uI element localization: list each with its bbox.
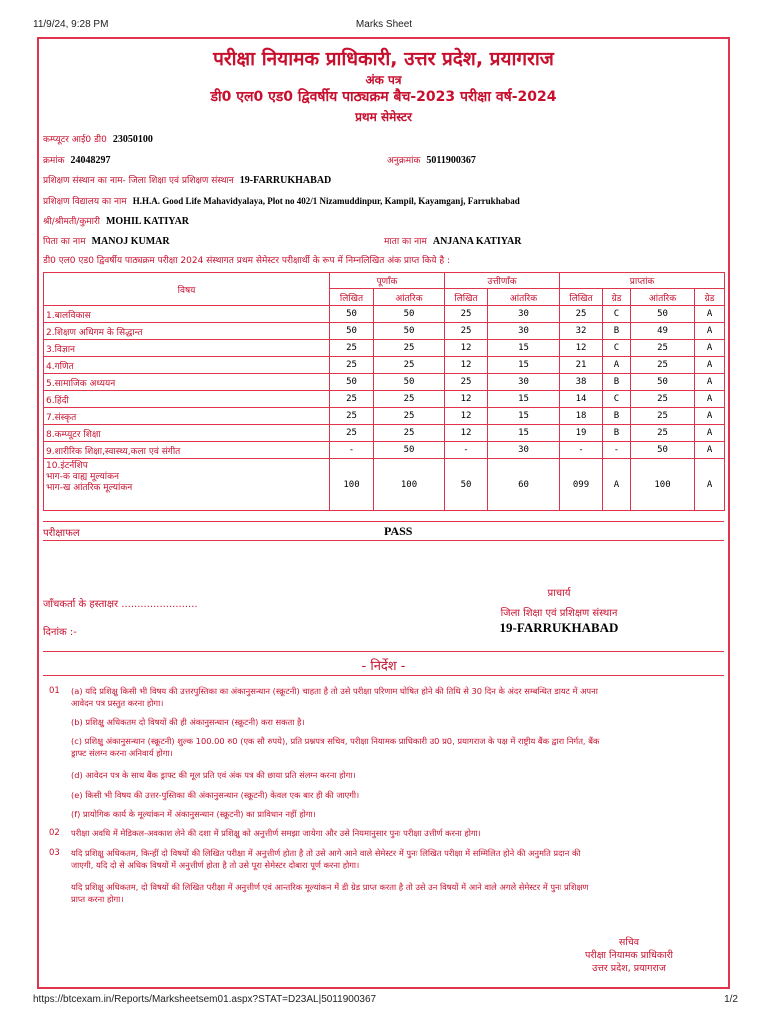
instruction-03	[71, 847, 721, 871]
print-title: Marks Sheet	[355, 19, 413, 30]
full-internal: 50	[374, 323, 445, 340]
col-obt-internal-grade: ग्रेड	[695, 289, 725, 306]
pass-internal: 30	[488, 323, 560, 340]
instruction-d: (d) आवेदन पत्र के साथ बैंक ड्राफ्ट की मूल प्रति एवं अंक पत्र की छाया प्रति संलग्न करना होगा।	[71, 770, 356, 780]
subject-name: 6.हिंदी	[44, 391, 330, 408]
obt-internal: 25	[631, 340, 695, 357]
instructions-title: - निर्देश -	[361, 659, 406, 674]
full-internal: 25	[374, 425, 445, 442]
secretary-line1: परीक्षा नियामक प्राधिकारी	[584, 950, 673, 961]
obt-internal-grade: A	[695, 442, 725, 459]
internship-obt-written: 099	[560, 459, 603, 511]
computer-id-row	[43, 132, 153, 145]
table-row	[44, 442, 725, 459]
result-value: PASS	[384, 524, 413, 538]
table-row	[44, 306, 725, 323]
table-row	[44, 357, 725, 374]
statement-text: डी0 एल0 एड0 द्विवर्षीय पाठ्यक्रम परीक्षा 2024 संस्थागत प्रथम सेमेस्टर परीक्षार्थी के रूप में निम्नलिखित अंक प्राप्त किये है :	[43, 256, 451, 266]
instruction-03-line3: यदि प्रशिक्षु अधिकतम, दो विषयों की लिखित परीक्षा में अनुत्तीर्ण एवं आन्तरिक मूल्यांकन में डी ग्रेड प्राप्त करता है तो उसे उन विषयों में आने वाले अगले सेमेस्टर में पुनः प्रशिक्षण	[71, 882, 589, 892]
obt-internal: 25	[631, 391, 695, 408]
internship-obt-internal-grade: A	[695, 459, 725, 511]
obt-internal-grade: A	[695, 391, 725, 408]
document-title: अंक पत्र	[365, 73, 402, 87]
pass-written: 25	[445, 374, 488, 391]
obt-internal-grade: A	[695, 323, 725, 340]
instruction-a-line2: आवेदन पत्र प्रस्तुत करना होगा।	[71, 698, 164, 708]
internship-line1: 10.इंटर्नशिप	[46, 461, 88, 471]
instruction-03-line2: जाएगी, यदि दो से अधिक विषयों में अनुत्तीर्ण होता है तो उसे पूरा सेमेस्टर दोबारा पूर्ण करना होगा।	[71, 860, 360, 870]
pass-internal: 15	[488, 340, 560, 357]
table-header-row	[44, 273, 725, 289]
print-page-number: 1/2	[724, 994, 738, 1005]
instructions-title-line	[43, 675, 724, 676]
principal-institute: जिला शिक्षा एवं प्रशिक्षण संस्थान	[500, 608, 618, 619]
obt-written: 14	[560, 391, 603, 408]
marks-rows	[44, 306, 725, 459]
full-written: 25	[330, 340, 374, 357]
instruction-02: परीक्षा अवधि में मेडिकल-अवकाश लेने की दशा में प्रशिक्षु को अनुत्तीर्ण समझा जायेगा और उसे नियमानुसार पुनः परीक्षा उत्तीर्ण करना होगा।	[71, 828, 481, 838]
internship-obt-written-grade: A	[603, 459, 631, 511]
full-written: 50	[330, 323, 374, 340]
subject-name: 3.विज्ञान	[44, 340, 330, 357]
pass-internal: 30	[488, 442, 560, 459]
instruction-num-03: 03	[49, 848, 60, 858]
full-internal: 50	[374, 374, 445, 391]
marks-table	[43, 272, 725, 511]
col-obt-written: लिखित	[560, 289, 603, 306]
full-written: 25	[330, 357, 374, 374]
institute-row	[43, 173, 331, 186]
serial-value: 24048297	[70, 155, 111, 166]
obt-internal: 25	[631, 408, 695, 425]
roll-row	[387, 153, 476, 166]
statement	[43, 253, 450, 266]
col-subject: विषय	[44, 273, 330, 306]
roll-label: अनुक्रमांक	[387, 156, 421, 166]
obt-internal: 25	[631, 357, 695, 374]
col-pass-internal: आंतरिक	[488, 289, 560, 306]
internship-pass-internal: 60	[488, 459, 560, 511]
school-label: प्रशिक्षण विद्यालय का नाम	[43, 197, 127, 207]
pass-written: 25	[445, 306, 488, 323]
col-group-pass: उत्तीर्णांक	[445, 273, 560, 289]
full-written: 50	[330, 306, 374, 323]
internship-subject	[44, 459, 330, 511]
school-value: H.H.A. Good Life Mahavidyalaya, Plot no 402/1 Nizamuddinpur, Kampil, Kayamganj, Farrukhabad	[132, 196, 520, 206]
computer-id-value: 23050100	[112, 134, 153, 145]
obt-written: 18	[560, 408, 603, 425]
print-datetime: 11/9/24, 9:28 PM	[33, 19, 109, 30]
obt-written: 25	[560, 306, 603, 323]
result-bottom-line	[43, 540, 724, 541]
semester-title: प्रथम सेमेस्टर	[355, 110, 412, 124]
mother-row	[384, 234, 521, 247]
obt-internal-grade: A	[695, 357, 725, 374]
obt-internal-grade: A	[695, 374, 725, 391]
obt-internal: 50	[631, 374, 695, 391]
col-obt-internal: आंतरिक	[631, 289, 695, 306]
mother-label: माता का नाम	[384, 237, 427, 247]
full-internal: 50	[374, 442, 445, 459]
subject-name: 8.कम्प्यूटर शिक्षा	[44, 425, 330, 442]
marksheet-frame	[37, 37, 730, 989]
institute-value: 19-FARRUKHABAD	[239, 175, 332, 186]
instruction-e: (e) किसी भी विषय की उत्तर-पुस्तिका की अंकानुसन्धान (स्क्रूटनी) केवल एक बार ही की जाएगी।	[71, 790, 360, 800]
result-label: परीक्षाफल	[43, 528, 80, 539]
obt-written-grade: B	[603, 323, 631, 340]
subject-name: 1.बालविकास	[44, 306, 330, 323]
table-row	[44, 323, 725, 340]
subject-name: 5.सामाजिक अध्ययन	[44, 374, 330, 391]
obt-written: 21	[560, 357, 603, 374]
instruction-03-extra	[71, 881, 721, 905]
obt-internal: 25	[631, 425, 695, 442]
father-label: पिता का नाम	[43, 237, 86, 247]
instruction-03-line1: यदि प्रशिक्षु अधिकतम, किन्हीं दो विषयों की लिखित परीक्षा में अनुत्तीर्ण होता है तो उसे आगे आने वाले सेमेस्टर में पुनः लिखित परीक्षा में सम्मिलित होने की अनुमति प्रदान की	[71, 848, 581, 858]
full-written: -	[330, 442, 374, 459]
obt-internal: 50	[631, 306, 695, 323]
computer-id-label: कम्प्यूटर आई0 डी0	[43, 135, 107, 145]
obt-internal-grade: A	[695, 425, 725, 442]
obt-internal: 49	[631, 323, 695, 340]
obt-internal-grade: A	[695, 306, 725, 323]
instruction-num-01: 01	[49, 686, 60, 696]
table-row	[44, 391, 725, 408]
print-url[interactable]: https://btcexam.in/Reports/Marksheetsem01.aspx?STAT=D23AL|5011900367	[33, 994, 377, 1005]
pass-internal: 15	[488, 391, 560, 408]
instruction-c-line2: ड्राफ्ट संलग्न करना अनिवार्य होगा।	[71, 748, 173, 758]
pass-written: -	[445, 442, 488, 459]
internship-line3: भाग-ख आंतरिक मूल्यांकन	[46, 483, 133, 493]
instruction-a-line1: (a) यदि प्रशिक्षु किसी भी विषय की उत्तरपुस्तिका का अंकानुसन्धान (स्क्रूटनी) चाहता है तो उसे परीक्षा परिणाम घोषित होने की तिथि से 30 दिन के अंदर सम्बन्धित डायट में अपना	[71, 686, 598, 696]
instruction-b: (b) प्रशिक्षु अधिकतम दो विषयों की ही अंकानुसन्धान (स्क्रूटनी) करा सकता है।	[71, 717, 305, 727]
obt-written-grade: C	[603, 306, 631, 323]
table-row-internship	[44, 459, 725, 511]
col-obt-written-grade: ग्रेड	[603, 289, 631, 306]
instruction-03-line4: प्राप्त करना होगा।	[71, 894, 124, 904]
pass-written: 25	[445, 323, 488, 340]
pass-internal: 15	[488, 408, 560, 425]
table-row	[44, 425, 725, 442]
subject-name: 9.शारीरिक शिक्षा,स्वास्थ्य,कला एवं संगीत	[44, 442, 330, 459]
secretary-signature	[559, 936, 699, 975]
obt-written-grade: B	[603, 408, 631, 425]
col-pass-written: लिखित	[445, 289, 488, 306]
pass-written: 12	[445, 357, 488, 374]
pass-internal: 30	[488, 306, 560, 323]
full-internal: 25	[374, 408, 445, 425]
institute-label: प्रशिक्षण संस्थान का नाम- जिला शिक्षा एवं प्रशिक्षण संस्थान	[43, 176, 234, 186]
pass-internal: 30	[488, 374, 560, 391]
full-written: 25	[330, 425, 374, 442]
obt-internal-grade: A	[695, 408, 725, 425]
secretary-title: सचिव	[618, 937, 640, 948]
obt-written-grade: B	[603, 425, 631, 442]
obt-written: 19	[560, 425, 603, 442]
examiner-signature: जाँचकर्ता के हस्ताक्षर ........................	[43, 599, 198, 610]
pass-written: 12	[445, 340, 488, 357]
school-row	[43, 194, 520, 207]
full-internal: 25	[374, 357, 445, 374]
principal-institute-code: 19-FARRUKHABAD	[499, 620, 619, 635]
serial-label: क्रमांक	[43, 156, 65, 166]
internship-pass-written: 50	[445, 459, 488, 511]
instruction-c	[71, 735, 721, 759]
obt-written-grade: C	[603, 340, 631, 357]
obt-written: 32	[560, 323, 603, 340]
name-row	[43, 214, 189, 227]
table-row	[44, 340, 725, 357]
obt-written-grade: B	[603, 374, 631, 391]
full-internal: 25	[374, 340, 445, 357]
authority-title: परीक्षा नियामक प्राधिकारी, उत्तर प्रदेश, प्रयागराज	[213, 48, 554, 70]
internship-full-internal: 100	[374, 459, 445, 511]
subject-name: 2.शिक्षण अधिगम के सिद्धान्त	[44, 323, 330, 340]
pass-written: 12	[445, 425, 488, 442]
full-written: 25	[330, 391, 374, 408]
col-full-written: लिखित	[330, 289, 374, 306]
table-row	[44, 374, 725, 391]
course-title: डी0 एल0 एड0 द्विवर्षीय पाठ्यक्रम बैच-2023 परीक्षा वर्ष-2024	[210, 89, 557, 105]
full-written: 50	[330, 374, 374, 391]
name-label: श्री/श्रीमती/कुमारी	[43, 217, 100, 227]
instructions-top-line	[43, 651, 724, 652]
instruction-c-line1: (c) प्रशिक्षु अंकानुसन्धान (स्क्रूटनी) शुल्क 100.00 रु0 (एक सौ रुपये), प्रति प्रश्नपत्र सचिव, परीक्षा नियामक प्राधिकारी उ0 प्र0, प्रयागराज के पक्ष में राष्ट्रीय बैंक द्वारा निर्गत, बैंक	[71, 736, 600, 746]
secretary-line2: उत्तर प्रदेश, प्रयागराज	[592, 963, 666, 974]
obt-written: 38	[560, 374, 603, 391]
name-value: MOHIL KATIYAR	[105, 216, 190, 227]
col-group-obtained: प्राप्तांक	[560, 273, 725, 289]
pass-written: 12	[445, 391, 488, 408]
subject-name: 4.गणित	[44, 357, 330, 374]
internship-line2: भाग-क वाह्य मूल्यांकन	[46, 472, 119, 482]
date-label: दिनांक :-	[43, 627, 77, 638]
internship-full-written: 100	[330, 459, 374, 511]
instruction-num-02: 02	[49, 828, 60, 838]
col-full-internal: आंतरिक	[374, 289, 445, 306]
pass-written: 12	[445, 408, 488, 425]
mother-value: ANJANA KATIYAR	[432, 236, 522, 247]
roll-value: 5011900367	[426, 155, 476, 166]
pass-internal: 15	[488, 425, 560, 442]
principal-label: प्राचार्य	[547, 588, 571, 599]
instruction-f: (f) प्रायोगिक कार्य के मूल्यांकन में अंकानुसन्धान (स्क्रूटनी) का प्राविधान नहीं होगा।	[71, 809, 316, 819]
obt-internal-grade: A	[695, 340, 725, 357]
pass-internal: 15	[488, 357, 560, 374]
obt-written: 12	[560, 340, 603, 357]
serial-row	[43, 153, 111, 166]
internship-obt-internal: 100	[631, 459, 695, 511]
subject-name: 7.संस्कृत	[44, 408, 330, 425]
full-internal: 50	[374, 306, 445, 323]
obt-written-grade: -	[603, 442, 631, 459]
table-row	[44, 408, 725, 425]
instruction-a	[71, 685, 721, 709]
col-group-full: पूर्णांक	[330, 273, 445, 289]
obt-internal: 50	[631, 442, 695, 459]
full-written: 25	[330, 408, 374, 425]
full-internal: 25	[374, 391, 445, 408]
result-top-line	[43, 521, 724, 522]
father-value: MANOJ KUMAR	[91, 236, 170, 247]
obt-written: -	[560, 442, 603, 459]
obt-written-grade: C	[603, 391, 631, 408]
father-row	[43, 234, 170, 247]
obt-written-grade: A	[603, 357, 631, 374]
